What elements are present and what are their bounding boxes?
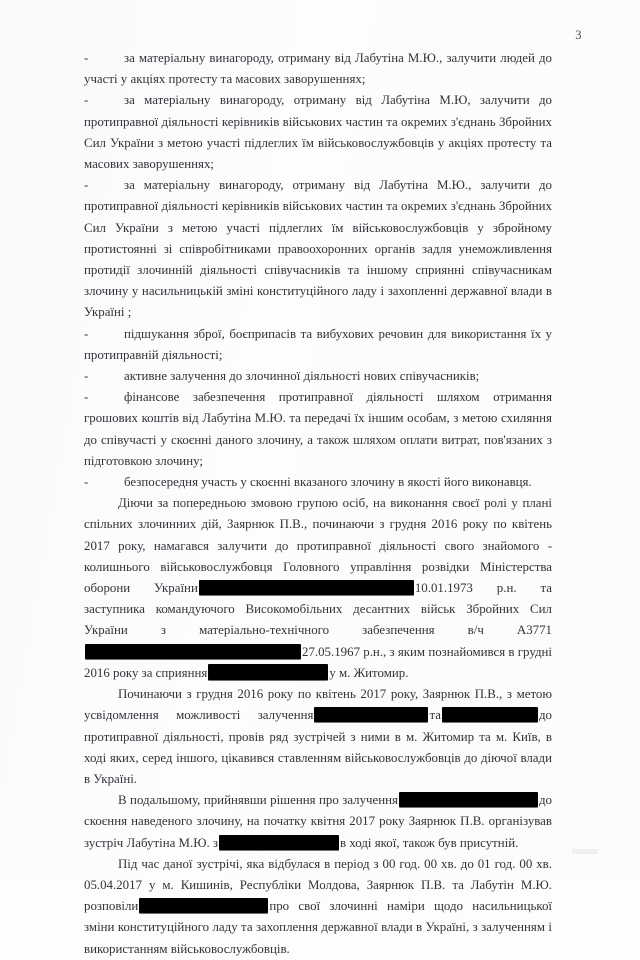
paragraph-text: до скоєння наведеного злочину, на початку квітня 2017 року Заярнюк П.В. організував зустріч Лабутіна М.Ю. з [84, 793, 552, 850]
clause-item [84, 175, 552, 323]
redaction-bar-person-b [442, 707, 538, 722]
redaction-bar-unit-officer-name [85, 644, 301, 659]
paragraph-text: до протиправної діяльності, провів ряд зустрічей з ними в м. Житомир та м. Київ, в ході яких, серед іншого, цікавився ставленням військовослужбовців до діючої влади в Україні. [84, 708, 552, 786]
clause-item [84, 48, 552, 90]
redaction-bar-meeting-participant [219, 835, 339, 850]
clause-item [84, 387, 552, 472]
clause-text: активне залучення до злочинної діяльності нових співучасників; [124, 369, 480, 384]
paragraph-conjunction: та [429, 708, 441, 723]
scan-artifact [572, 849, 598, 854]
paragraph-text: Діючи за попередньою змовою групою осіб, на виконання своєї ролі у плані спільних злочинних дій, Заярнюк П.В., починаючи з грудня 2016 року по квітень 2017 року, намагався залучити до протиправної діяльності свого знайомого - колишнього військовослужбовця Головного управління розвідки Міністерства оборони України [84, 496, 552, 596]
clause-text: безпосередня участь у скоєнні вказаного злочину в якості його виконавця. [124, 475, 532, 490]
clause-dash: - [84, 326, 89, 341]
document-body [84, 48, 552, 960]
page-number: 3 [575, 28, 582, 42]
redaction-bar-assistant-name [208, 664, 328, 680]
clause-item [84, 366, 552, 387]
redaction-bar-ministry-name [199, 580, 414, 595]
paragraph-decision [84, 790, 552, 854]
clause-text: за матеріальну винагороду, отриману від Лабутіна М.Ю., залучити до протиправної діяльності керівників військових частин та окремих з'єднань Збройних Сил України з метою участі підлеглих їм військовослужбовців у збройному протистоянні зі співробітниками правоохоронних органів задля унеможливлення протидії злочинній діяльності співучасників та іншому сприянні співучасникам злочину у насильницькій зміні конституційного ладу і захопленні державної влади в Україні ; [84, 178, 552, 320]
clause-text: за матеріальну винагороду, отриману від Лабутіна М.Ю, залучити до протиправної діяльності керівників військових частин та окремих з'єднань Збройних Сил України з метою участі підлеглих їм військовослужбовців у акціях протесту та масових заворушеннях; [84, 93, 552, 172]
paragraph-text: 10.01.1973 р.н. та заступника командуючого Високомобільних десантних військ Збройних Сил України з матеріально-технічного забезпечення в/ч А3771 [84, 581, 552, 638]
clause-text: фінансове забезпечення протиправної діяльності шляхом отримання грошових коштів від Лабутіна М.Ю. та передачі їх іншим особам, з метою схиляння до співучасті у скоєнні даного злочину, а також шляхом оплати витрат, пов'язаних з підготовкою злочину; [84, 390, 552, 468]
paragraph-chisinau-meeting [84, 854, 552, 960]
paragraph-text: про свої злочинні наміри щодо насильницької зміни конституційного ладу та захоплення державної влади в Україні, з залученням і використанням військовослужбовців. [84, 899, 552, 956]
paragraph-text: в ході якої, також був присутній. [340, 835, 519, 850]
paragraph-text: Починаючи з грудня 2016 року по квітень 2017 року, Заярнюк П.В., з метою усвідомлення можливості залучення [84, 687, 552, 723]
paragraph-text: В подальшому, прийнявши рішення про залучення [118, 793, 398, 808]
clause-dash: - [84, 390, 89, 405]
clause-dash: - [84, 93, 89, 108]
clause-dash: - [84, 369, 89, 384]
paragraph-text: у м. Житомир. [329, 665, 409, 680]
clause-item [84, 472, 552, 493]
paragraph-meetings [84, 684, 552, 790]
clause-dash: - [84, 178, 89, 193]
redaction-bar-told-person [139, 898, 268, 913]
paragraph-text: Під час даної зустрічі, яка відбулася в період з 00 год. 00 хв. до 01 год. 00 хв. 05.04.2017 у м. Кишинів, Республіки Молдова, Заярнюк П.В. та Лабутін М.Ю. розповіли [84, 856, 552, 914]
paragraph-text: 27.05.1967 р.н., з яким познайомився в грудні 2016 року за сприяння [84, 644, 552, 680]
clause-text: за матеріальну винагороду, отриману від Лабутіна М.Ю., залучити людей до участі у акціях протесту та масових заворушеннях; [84, 51, 552, 87]
clause-text: підшукання зброї, боєприпасів та вибухових речовин для використання їх у протиправній діяльності; [84, 326, 552, 362]
clause-dash: - [84, 51, 89, 65]
redaction-bar-person-a [314, 707, 428, 722]
clause-dash: - [84, 475, 89, 490]
redaction-bar-recruit-target [399, 792, 538, 807]
paragraph-conspiracy-roles [84, 493, 552, 684]
clause-item [84, 90, 552, 175]
clause-item [84, 324, 552, 366]
